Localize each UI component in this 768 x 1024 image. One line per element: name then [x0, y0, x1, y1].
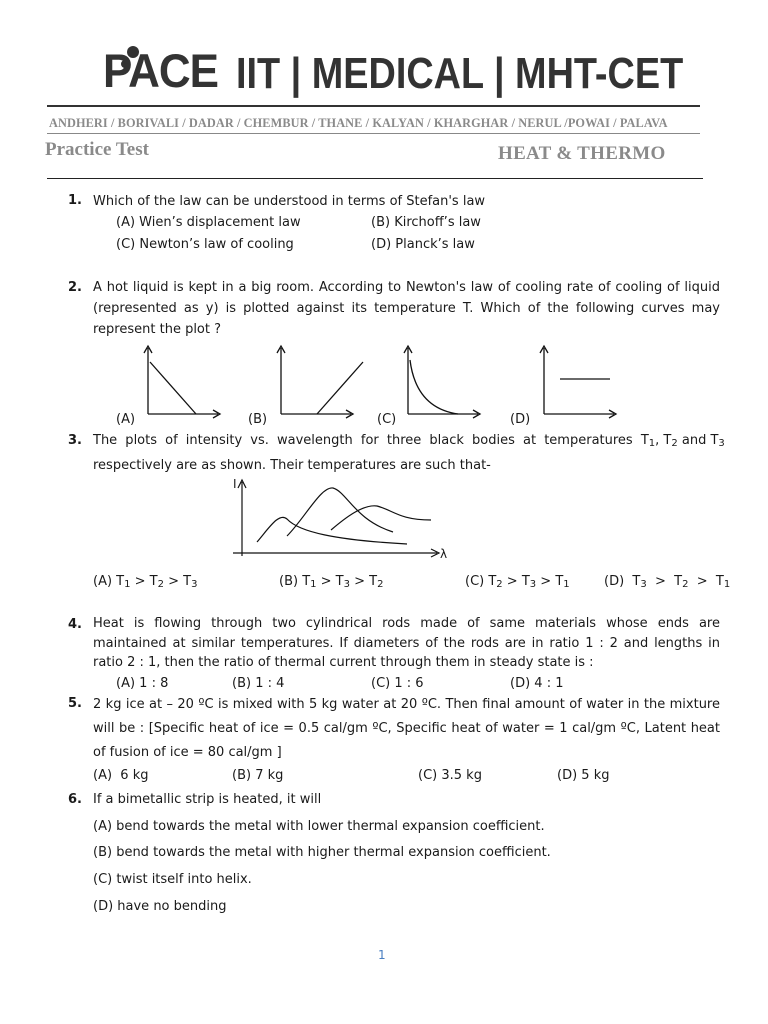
header-rule	[47, 105, 700, 107]
graph-b	[277, 346, 363, 418]
question-text-line2: respectively are as shown. Their temperatures are such that-	[93, 458, 491, 473]
option-d: (D) 5 kg	[557, 768, 610, 783]
option-d: (D) have no bending	[93, 899, 227, 914]
graph-c	[404, 346, 480, 418]
option-a: (A) bend towards the metal with lower thermal expansion coefficient.	[93, 819, 545, 834]
option-d: (D) $T_3 > T_2 > T_1$	[604, 574, 731, 590]
graph-label-b: (B)	[248, 412, 268, 427]
topic-label: HEAT & THERMO	[498, 143, 666, 164]
intensity-wavelength-graph	[225, 476, 455, 566]
option-a: (A) 6 kg	[93, 768, 149, 783]
option-d: (D) 4 : 1	[510, 676, 564, 691]
question-text: Which of the law can be understood in terms of Stefan's law	[93, 194, 486, 209]
graph-label-a: (A)	[116, 412, 136, 427]
question-number: 5.	[68, 696, 82, 711]
option-b: (B) bend towards the metal with higher thermal expansion coefficient.	[93, 845, 551, 860]
graph-label-c: (C)	[377, 412, 397, 427]
option-d: (D) Planck’s law	[371, 237, 475, 252]
question-number: 2.	[68, 280, 82, 295]
question-text-part: The plots of intensity vs. wavelength for three black bodies at temperatures T	[93, 433, 649, 448]
graph-a	[144, 346, 220, 418]
question-number: 1.	[68, 193, 82, 208]
option-c: (C) Newton’s law of cooling	[116, 237, 294, 252]
header-rule-2	[47, 133, 700, 134]
question-text: A hot liquid is kept in a big room. According to Newton's law of cooling rate of cooling of liquid (represented as y) is plotted against its temperature T. Which of the following curves may represent the plot ?	[93, 280, 720, 337]
option-c: (C) 3.5 kg	[418, 768, 482, 783]
header-bottom-rule	[47, 178, 703, 179]
logo-text: PACE	[103, 44, 218, 98]
graph-label-d: (D)	[510, 412, 531, 427]
question-text: If a bimetallic strip is heated, it will	[93, 792, 322, 807]
graph-xlabel: λ	[440, 547, 448, 561]
practice-test-label: Practice Test	[45, 139, 149, 160]
option-b: (B) 1 : 4	[232, 676, 285, 691]
option-b: (B) Kirchoff’s law	[371, 215, 481, 230]
option-c: (C) 1 : 6	[371, 676, 424, 691]
question-text: 2 kg ice at – 20 ºC is mixed with 5 kg water at 20 ºC. Then final amount of water in the mixture will be : [Specific heat of ice = 0.5 cal/gm ºC, Specific heat of water = 1 cal/gm ºC, Latent heat of fusion of ice = 80 cal/gm ]	[93, 697, 720, 760]
option-a: (A) $T_1 > T_2 > T_3$	[93, 574, 198, 590]
question-text-line1: The plots of intensity vs. wavelength for three black bodies at temperatures $T_1$, $T_2$ and $T_3$	[93, 433, 725, 449]
question-number: 6.	[68, 792, 82, 807]
graph-d	[540, 346, 616, 418]
option-b: (B) $T_1 > T_3 > T_2$	[279, 574, 384, 590]
option-b: (B) 7 kg	[232, 768, 284, 783]
question-number: 3.	[68, 433, 82, 448]
question-text: Heat is flowing through two cylindrical rods made of same materials whose ends are maintained at similar temperatures. If diameters of the rods are in ratio 1 : 2 and lengths in ratio 2 : 1, then the ratio of thermal current through them in steady state is :	[93, 616, 720, 670]
option-c: (C) $T_2 > T_3 > T_1$	[465, 574, 570, 590]
cooling-graphs	[100, 340, 620, 425]
option-a: (A) 1 : 8	[116, 676, 169, 691]
graph-ylabel: I	[233, 477, 237, 491]
option-c: (C) twist itself into helix.	[93, 872, 252, 887]
branches-list: ANDHERI / BORIVALI / DADAR / CHEMBUR / THANE / KALYAN / KHARGHAR / NERUL /POWAI / PALAVA	[49, 116, 668, 130]
header-title: IIT | MEDICAL | MHT-CET	[236, 49, 684, 98]
question-number: 4.	[68, 617, 82, 632]
option-a: (A) Wien’s displacement law	[116, 215, 301, 230]
page-number: 1	[378, 948, 386, 962]
